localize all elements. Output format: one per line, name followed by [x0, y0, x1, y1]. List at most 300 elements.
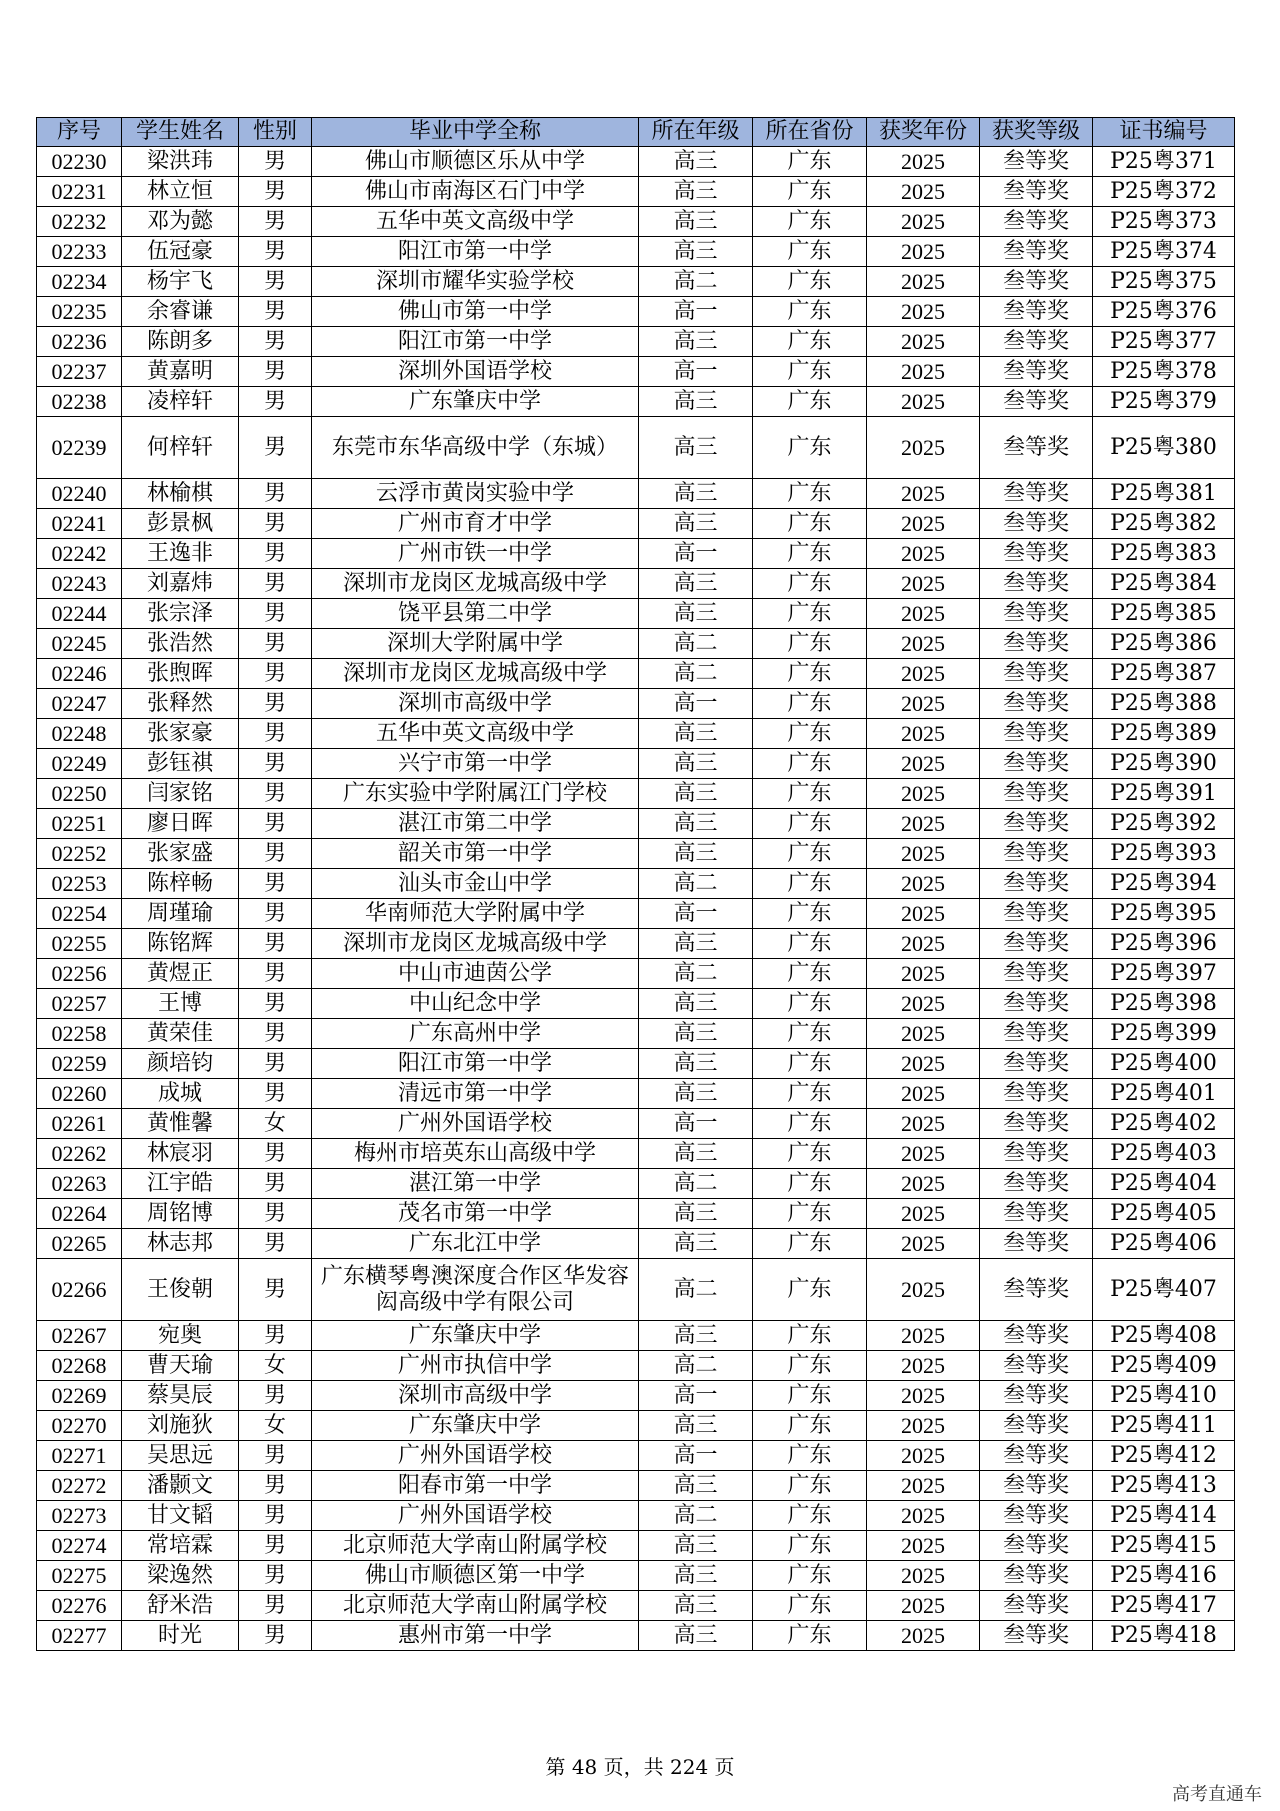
award-year-cell: 2025: [867, 1079, 980, 1109]
student-name-cell: 张释然: [122, 689, 239, 719]
province-cell: 广东: [753, 1109, 867, 1139]
province-cell: 广东: [753, 1621, 867, 1651]
serial-cell: 02237: [37, 357, 122, 387]
gender-cell: 男: [239, 177, 312, 207]
grade-cell: 高三: [639, 1019, 753, 1049]
grade-cell: 高三: [639, 237, 753, 267]
award-year-cell: 2025: [867, 1531, 980, 1561]
student-name-cell: 甘文韬: [122, 1501, 239, 1531]
serial-cell: 02242: [37, 539, 122, 569]
certificate-number-cell: P25粤382: [1093, 509, 1235, 539]
certificate-number-cell: P25粤385: [1093, 599, 1235, 629]
grade-cell: 高三: [639, 1321, 753, 1351]
table-row: [37, 1351, 1235, 1381]
award-year-cell: 2025: [867, 869, 980, 899]
table-row: [37, 719, 1235, 749]
table-row: [37, 539, 1235, 569]
school-cell: 北京师范大学南山附属学校: [312, 1531, 639, 1561]
award-year-cell: 2025: [867, 417, 980, 479]
award-level-cell: 叁等奖: [980, 1259, 1093, 1321]
serial-cell: 02235: [37, 297, 122, 327]
award-level-cell: 叁等奖: [980, 1199, 1093, 1229]
table-row: [37, 297, 1235, 327]
student-name-cell: 张家豪: [122, 719, 239, 749]
grade-cell: 高三: [639, 509, 753, 539]
award-level-cell: 叁等奖: [980, 1321, 1093, 1351]
gender-cell: 男: [239, 1019, 312, 1049]
serial-cell: 02245: [37, 629, 122, 659]
serial-cell: 02236: [37, 327, 122, 357]
gender-cell: 男: [239, 839, 312, 869]
serial-cell: 02239: [37, 417, 122, 479]
province-cell: 广东: [753, 899, 867, 929]
serial-cell: 02233: [37, 237, 122, 267]
school-cell: 广东实验中学附属江门学校: [312, 779, 639, 809]
school-cell: 广州市育才中学: [312, 509, 639, 539]
student-name-cell: 潘颢文: [122, 1471, 239, 1501]
province-cell: 广东: [753, 959, 867, 989]
award-level-cell: 叁等奖: [980, 689, 1093, 719]
award-year-cell: 2025: [867, 1199, 980, 1229]
award-level-cell: 叁等奖: [980, 569, 1093, 599]
award-level-cell: 叁等奖: [980, 869, 1093, 899]
grade-cell: 高三: [639, 749, 753, 779]
table-row: [37, 1501, 1235, 1531]
award-year-cell: 2025: [867, 989, 980, 1019]
gender-cell: 男: [239, 599, 312, 629]
table-row: [37, 779, 1235, 809]
award-level-cell: 叁等奖: [980, 417, 1093, 479]
student-name-cell: 周瑾瑜: [122, 899, 239, 929]
grade-cell: 高三: [639, 839, 753, 869]
table-row: [37, 237, 1235, 267]
certificate-number-cell: P25粤408: [1093, 1321, 1235, 1351]
gender-cell: 男: [239, 1561, 312, 1591]
award-year-cell: 2025: [867, 899, 980, 929]
award-year-cell: 2025: [867, 1591, 980, 1621]
province-cell: 广东: [753, 599, 867, 629]
award-level-cell: 叁等奖: [980, 1471, 1093, 1501]
school-cell: 中山纪念中学: [312, 989, 639, 1019]
award-year-cell: 2025: [867, 1139, 980, 1169]
grade-cell: 高三: [639, 1139, 753, 1169]
student-name-cell: 林志邦: [122, 1229, 239, 1259]
award-level-cell: 叁等奖: [980, 1079, 1093, 1109]
school-cell: 广州外国语学校: [312, 1109, 639, 1139]
grade-cell: 高三: [639, 989, 753, 1019]
gender-cell: 女: [239, 1109, 312, 1139]
gender-cell: 男: [239, 959, 312, 989]
student-name-cell: 刘嘉炜: [122, 569, 239, 599]
student-name-cell: 梁逸然: [122, 1561, 239, 1591]
table-row: [37, 1049, 1235, 1079]
table-row: [37, 177, 1235, 207]
table-row: [37, 267, 1235, 297]
header-cell: 学生姓名: [122, 118, 239, 147]
school-cell: 广州外国语学校: [312, 1501, 639, 1531]
school-cell: 广州市执信中学: [312, 1351, 639, 1381]
province-cell: 广东: [753, 1139, 867, 1169]
serial-cell: 02277: [37, 1621, 122, 1651]
province-cell: 广东: [753, 1531, 867, 1561]
student-name-cell: 凌梓轩: [122, 387, 239, 417]
school-cell: 韶关市第一中学: [312, 839, 639, 869]
table-row: [37, 659, 1235, 689]
header-cell: 证书编号: [1093, 118, 1235, 147]
award-level-cell: 叁等奖: [980, 297, 1093, 327]
certificate-number-cell: P25粤397: [1093, 959, 1235, 989]
student-name-cell: 张浩然: [122, 629, 239, 659]
gender-cell: 男: [239, 1591, 312, 1621]
school-cell: 广东横琴粤澳深度合作区华发容闳高级中学有限公司: [312, 1259, 639, 1321]
certificate-number-cell: P25粤394: [1093, 869, 1235, 899]
serial-cell: 02250: [37, 779, 122, 809]
award-year-cell: 2025: [867, 749, 980, 779]
gender-cell: 男: [239, 1049, 312, 1079]
gender-cell: 男: [239, 899, 312, 929]
student-name-cell: 江宇皓: [122, 1169, 239, 1199]
serial-cell: 02234: [37, 267, 122, 297]
grade-cell: 高三: [639, 1229, 753, 1259]
table-row: [37, 929, 1235, 959]
award-year-cell: 2025: [867, 539, 980, 569]
serial-cell: 02261: [37, 1109, 122, 1139]
certificate-number-cell: P25粤376: [1093, 297, 1235, 327]
province-cell: 广东: [753, 327, 867, 357]
province-cell: 广东: [753, 1169, 867, 1199]
student-name-cell: 林立恒: [122, 177, 239, 207]
school-cell: 阳江市第一中学: [312, 237, 639, 267]
gender-cell: 男: [239, 809, 312, 839]
certificate-number-cell: P25粤416: [1093, 1561, 1235, 1591]
award-year-cell: 2025: [867, 177, 980, 207]
student-name-cell: 黄嘉明: [122, 357, 239, 387]
province-cell: 广东: [753, 719, 867, 749]
gender-cell: 男: [239, 869, 312, 899]
certificate-number-cell: P25粤388: [1093, 689, 1235, 719]
gender-cell: 男: [239, 327, 312, 357]
grade-cell: 高二: [639, 1351, 753, 1381]
grade-cell: 高一: [639, 899, 753, 929]
grade-cell: 高二: [639, 869, 753, 899]
grade-cell: 高一: [639, 297, 753, 327]
table-row: [37, 387, 1235, 417]
award-year-cell: 2025: [867, 1351, 980, 1381]
school-cell: 阳春市第一中学: [312, 1471, 639, 1501]
province-cell: 广东: [753, 267, 867, 297]
serial-cell: 02265: [37, 1229, 122, 1259]
award-level-cell: 叁等奖: [980, 1169, 1093, 1199]
header-cell: 所在年级: [639, 118, 753, 147]
grade-cell: 高二: [639, 267, 753, 297]
header-cell: 获奖等级: [980, 118, 1093, 147]
gender-cell: 男: [239, 779, 312, 809]
province-cell: 广东: [753, 1351, 867, 1381]
certificate-number-cell: P25粤413: [1093, 1471, 1235, 1501]
school-cell: 五华中英文高级中学: [312, 719, 639, 749]
certificate-number-cell: P25粤401: [1093, 1079, 1235, 1109]
student-name-cell: 张家盛: [122, 839, 239, 869]
header-row: [37, 118, 1235, 147]
gender-cell: 男: [239, 1381, 312, 1411]
gender-cell: 男: [239, 539, 312, 569]
province-cell: 广东: [753, 357, 867, 387]
school-cell: 阳江市第一中学: [312, 1049, 639, 1079]
award-level-cell: 叁等奖: [980, 1109, 1093, 1139]
grade-cell: 高二: [639, 659, 753, 689]
grade-cell: 高三: [639, 177, 753, 207]
serial-cell: 02240: [37, 479, 122, 509]
school-cell: 饶平县第二中学: [312, 599, 639, 629]
award-year-cell: 2025: [867, 1561, 980, 1591]
table-row: [37, 1109, 1235, 1139]
gender-cell: 男: [239, 629, 312, 659]
province-cell: 广东: [753, 207, 867, 237]
student-name-cell: 王俊朝: [122, 1259, 239, 1321]
serial-cell: 02264: [37, 1199, 122, 1229]
grade-cell: 高一: [639, 357, 753, 387]
serial-cell: 02269: [37, 1381, 122, 1411]
school-cell: 佛山市南海区石门中学: [312, 177, 639, 207]
grade-cell: 高三: [639, 207, 753, 237]
school-cell: 广东肇庆中学: [312, 1321, 639, 1351]
award-level-cell: 叁等奖: [980, 1229, 1093, 1259]
certificate-number-cell: P25粤402: [1093, 1109, 1235, 1139]
serial-cell: 02258: [37, 1019, 122, 1049]
province-cell: 广东: [753, 1321, 867, 1351]
table-row: [37, 1411, 1235, 1441]
serial-cell: 02273: [37, 1501, 122, 1531]
table-row: [37, 509, 1235, 539]
award-level-cell: 叁等奖: [980, 1441, 1093, 1471]
school-cell: 东莞市东华高级中学（东城）: [312, 417, 639, 479]
school-cell: 深圳市耀华实验学校: [312, 267, 639, 297]
student-name-cell: 黄煜正: [122, 959, 239, 989]
gender-cell: 男: [239, 719, 312, 749]
header-cell: 获奖年份: [867, 118, 980, 147]
table-body: [37, 147, 1235, 1651]
school-cell: 云浮市黄岗实验中学: [312, 479, 639, 509]
student-name-cell: 黄荣佳: [122, 1019, 239, 1049]
student-name-cell: 常培霖: [122, 1531, 239, 1561]
gender-cell: 男: [239, 509, 312, 539]
province-cell: 广东: [753, 1381, 867, 1411]
province-cell: 广东: [753, 509, 867, 539]
award-level-cell: 叁等奖: [980, 1501, 1093, 1531]
school-cell: 北京师范大学南山附属学校: [312, 1591, 639, 1621]
table-row: [37, 147, 1235, 177]
award-year-cell: 2025: [867, 1229, 980, 1259]
gender-cell: 女: [239, 1351, 312, 1381]
province-cell: 广东: [753, 1259, 867, 1321]
province-cell: 广东: [753, 1229, 867, 1259]
gender-cell: 男: [239, 417, 312, 479]
table-row: [37, 207, 1235, 237]
grade-cell: 高三: [639, 1199, 753, 1229]
serial-cell: 02262: [37, 1139, 122, 1169]
grade-cell: 高三: [639, 417, 753, 479]
table-row: [37, 1229, 1235, 1259]
province-cell: 广东: [753, 417, 867, 479]
gender-cell: 男: [239, 569, 312, 599]
school-cell: 广东肇庆中学: [312, 387, 639, 417]
student-name-cell: 黄惟馨: [122, 1109, 239, 1139]
award-year-cell: 2025: [867, 779, 980, 809]
award-level-cell: 叁等奖: [980, 779, 1093, 809]
gender-cell: 男: [239, 689, 312, 719]
province-cell: 广东: [753, 1079, 867, 1109]
award-year-cell: 2025: [867, 357, 980, 387]
award-year-cell: 2025: [867, 327, 980, 357]
table-row: [37, 327, 1235, 357]
serial-cell: 02271: [37, 1441, 122, 1471]
grade-cell: 高三: [639, 1591, 753, 1621]
table-row: [37, 1531, 1235, 1561]
certificate-number-cell: P25粤391: [1093, 779, 1235, 809]
certificate-number-cell: P25粤403: [1093, 1139, 1235, 1169]
award-year-cell: 2025: [867, 1049, 980, 1079]
grade-cell: 高三: [639, 1471, 753, 1501]
gender-cell: 男: [239, 749, 312, 779]
province-cell: 广东: [753, 1501, 867, 1531]
award-year-cell: 2025: [867, 147, 980, 177]
certificate-number-cell: P25粤372: [1093, 177, 1235, 207]
province-cell: 广东: [753, 1019, 867, 1049]
award-level-cell: 叁等奖: [980, 929, 1093, 959]
certificate-number-cell: P25粤406: [1093, 1229, 1235, 1259]
award-year-cell: 2025: [867, 1259, 980, 1321]
school-cell: 佛山市第一中学: [312, 297, 639, 327]
award-year-cell: 2025: [867, 929, 980, 959]
gender-cell: 男: [239, 659, 312, 689]
province-cell: 广东: [753, 839, 867, 869]
certificate-number-cell: P25粤371: [1093, 147, 1235, 177]
certificate-number-cell: P25粤381: [1093, 479, 1235, 509]
certificate-number-cell: P25粤407: [1093, 1259, 1235, 1321]
student-name-cell: 蔡昊辰: [122, 1381, 239, 1411]
certificate-number-cell: P25粤393: [1093, 839, 1235, 869]
gender-cell: 男: [239, 1139, 312, 1169]
gender-cell: 男: [239, 1229, 312, 1259]
grade-cell: 高三: [639, 1079, 753, 1109]
serial-cell: 02252: [37, 839, 122, 869]
table-row: [37, 1259, 1235, 1321]
student-name-cell: 杨宇飞: [122, 267, 239, 297]
student-name-cell: 彭景枫: [122, 509, 239, 539]
school-cell: 梅州市培英东山高级中学: [312, 1139, 639, 1169]
award-level-cell: 叁等奖: [980, 267, 1093, 297]
serial-cell: 02241: [37, 509, 122, 539]
student-name-cell: 邓为懿: [122, 207, 239, 237]
province-cell: 广东: [753, 147, 867, 177]
student-name-cell: 陈梓畅: [122, 869, 239, 899]
award-year-cell: 2025: [867, 1169, 980, 1199]
award-level-cell: 叁等奖: [980, 719, 1093, 749]
serial-cell: 02266: [37, 1259, 122, 1321]
student-name-cell: 成城: [122, 1079, 239, 1109]
gender-cell: 男: [239, 989, 312, 1019]
grade-cell: 高三: [639, 569, 753, 599]
grade-cell: 高一: [639, 689, 753, 719]
student-name-cell: 林榆棋: [122, 479, 239, 509]
award-level-cell: 叁等奖: [980, 327, 1093, 357]
award-year-cell: 2025: [867, 237, 980, 267]
award-year-cell: 2025: [867, 267, 980, 297]
province-cell: 广东: [753, 779, 867, 809]
certificate-number-cell: P25粤396: [1093, 929, 1235, 959]
grade-cell: 高三: [639, 1621, 753, 1651]
table-row: [37, 417, 1235, 479]
student-name-cell: 舒米浩: [122, 1591, 239, 1621]
grade-cell: 高三: [639, 1561, 753, 1591]
school-cell: 华南师范大学附属中学: [312, 899, 639, 929]
province-cell: 广东: [753, 989, 867, 1019]
award-level-cell: 叁等奖: [980, 959, 1093, 989]
grade-cell: 高三: [639, 1531, 753, 1561]
grade-cell: 高三: [639, 479, 753, 509]
table-row: [37, 749, 1235, 779]
province-cell: 广东: [753, 1411, 867, 1441]
gender-cell: 女: [239, 1411, 312, 1441]
province-cell: 广东: [753, 387, 867, 417]
school-cell: 广东肇庆中学: [312, 1411, 639, 1441]
table-row: [37, 1139, 1235, 1169]
certificate-number-cell: P25粤418: [1093, 1621, 1235, 1651]
student-name-cell: 梁洪玮: [122, 147, 239, 177]
province-cell: 广东: [753, 659, 867, 689]
school-cell: 茂名市第一中学: [312, 1199, 639, 1229]
serial-cell: 02238: [37, 387, 122, 417]
grade-cell: 高三: [639, 147, 753, 177]
school-cell: 湛江市第二中学: [312, 809, 639, 839]
serial-cell: 02253: [37, 869, 122, 899]
serial-cell: 02256: [37, 959, 122, 989]
award-level-cell: 叁等奖: [980, 1411, 1093, 1441]
award-level-cell: 叁等奖: [980, 1531, 1093, 1561]
school-cell: 阳江市第一中学: [312, 327, 639, 357]
grade-cell: 高三: [639, 929, 753, 959]
table-row: [37, 959, 1235, 989]
header-cell: 序号: [37, 118, 122, 147]
province-cell: 广东: [753, 1199, 867, 1229]
grade-cell: 高二: [639, 959, 753, 989]
award-level-cell: 叁等奖: [980, 1351, 1093, 1381]
grade-cell: 高一: [639, 539, 753, 569]
grade-cell: 高三: [639, 809, 753, 839]
certificate-number-cell: P25粤399: [1093, 1019, 1235, 1049]
student-name-cell: 王博: [122, 989, 239, 1019]
certificate-number-cell: P25粤380: [1093, 417, 1235, 479]
table-row: [37, 1381, 1235, 1411]
gender-cell: 男: [239, 1199, 312, 1229]
award-level-cell: 叁等奖: [980, 387, 1093, 417]
school-cell: 佛山市顺德区乐从中学: [312, 147, 639, 177]
serial-cell: 02257: [37, 989, 122, 1019]
certificate-number-cell: P25粤383: [1093, 539, 1235, 569]
certificate-number-cell: P25粤412: [1093, 1441, 1235, 1471]
certificate-number-cell: P25粤409: [1093, 1351, 1235, 1381]
student-name-cell: 时光: [122, 1621, 239, 1651]
award-year-cell: 2025: [867, 1321, 980, 1351]
award-year-cell: 2025: [867, 1019, 980, 1049]
serial-cell: 02230: [37, 147, 122, 177]
serial-cell: 02260: [37, 1079, 122, 1109]
student-name-cell: 颜培钧: [122, 1049, 239, 1079]
province-cell: 广东: [753, 297, 867, 327]
province-cell: 广东: [753, 1471, 867, 1501]
certificate-number-cell: P25粤389: [1093, 719, 1235, 749]
serial-cell: 02254: [37, 899, 122, 929]
